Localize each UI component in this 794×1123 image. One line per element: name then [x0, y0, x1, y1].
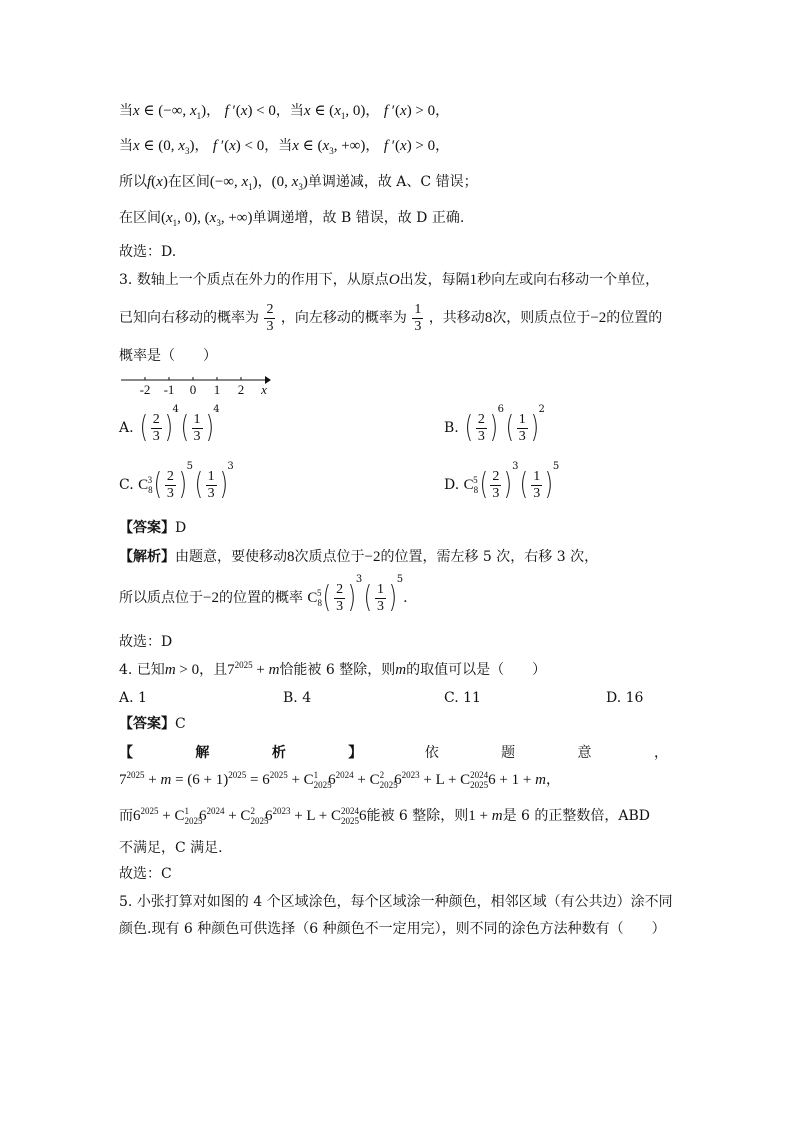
solution-line-4: 在区间($x_1$, 0), ($x_3$, +∞)单调递增，故 B 错误，故 D 正确.	[119, 210, 465, 228]
number: 1	[469, 272, 478, 288]
text: 出发，每隔	[399, 272, 470, 288]
question-number: 3.	[119, 272, 133, 288]
text: ，	[194, 138, 209, 154]
text: 当	[119, 138, 133, 154]
text: ，	[435, 103, 450, 119]
q4-choose: 故选：C	[119, 866, 172, 882]
q4-line-1: 4. 已知m > 0，且$7^{2025} + m$恰能被 6 整除，则m的取值可以是（ ）	[119, 660, 547, 678]
char: 解	[195, 745, 210, 761]
q4-option-c[interactable]: C. 11	[444, 690, 481, 706]
text: 所以质点位于	[119, 590, 203, 606]
text: 数轴上一个质点在外力的作用下，从原点	[136, 272, 389, 288]
text: 秒向左或向右移动一个单位，	[477, 272, 660, 288]
answer-value: D	[175, 520, 187, 536]
fraction-two-thirds: $\frac{2}{3}$	[266, 301, 274, 334]
text: 已知	[136, 662, 165, 678]
text: 小张打算对如图的 4 个区域涂色，每个区域涂一种颜色，相邻区域（有公共边）涂不同	[136, 894, 673, 910]
text: 恰能被 6 整除，则	[279, 662, 396, 678]
solution-line-3: 所以f(x)在区间(−∞, $x_1$)，(0, $x_3$)单调递减，故 A、C 错误；	[119, 174, 478, 192]
answer-tag: 【答案】	[119, 716, 175, 732]
q4-option-d[interactable]: D. 16	[606, 690, 644, 706]
q3-answer	[119, 518, 186, 538]
text: ，当	[275, 103, 304, 119]
option-d[interactable]: D. $C_8^5$( $\frac{2}{3}$ )3( $\frac{1}{3}$ )5	[444, 461, 560, 502]
tick-label: 0	[189, 382, 197, 397]
text: ，且	[199, 662, 228, 678]
text: ，向左移动的概率为	[280, 310, 407, 326]
number: −2	[590, 310, 607, 326]
q3-analysis-2: 所以质点位于−2的位置的概率 $C_8^5$( $\frac{2}{3}$ )3( $\frac{1}{3}$ )5.	[119, 574, 408, 615]
text: 单调递增，故 B 错误，故 D 正确.	[252, 210, 465, 226]
option-a[interactable]: A. ( $\frac{2}{3}$ )4( $\frac{1}{3}$ )4	[119, 404, 220, 445]
text: ，共移动	[428, 310, 485, 326]
number-line-figure	[119, 372, 279, 398]
char: 依	[424, 745, 439, 761]
text: 在区间	[119, 210, 161, 226]
text: 的位置，需左移 5 次，右移 3 次，	[380, 549, 599, 565]
bracket: 】	[348, 745, 363, 761]
text: ，	[435, 138, 450, 154]
q4-option-b[interactable]: B. 4	[283, 690, 312, 706]
option-b[interactable]: B. ( $\frac{2}{3}$ )6( $\frac{1}{3}$ )2	[444, 404, 545, 445]
text: ，	[365, 103, 380, 119]
char: 题	[501, 745, 516, 761]
bracket: 【	[119, 745, 133, 761]
text: 在区间	[167, 174, 210, 190]
solution-line-1: 当x ∈ (−∞, $x_1$)， f ′(x) < 0，当x ∈ ($x_1$, 0)， f ′(x) > 0，	[119, 103, 450, 121]
tick-label: 2	[237, 382, 245, 397]
option-c[interactable]: C. $C_8^3$( $\frac{2}{3}$ )5( $\frac{1}{3}$ )3	[119, 461, 234, 502]
text: 的取值可以是（ ）	[406, 662, 547, 678]
solution-line-2: 当x ∈ (0, $x_3$)， f ′(x) < 0，当x ∈ ($x_3$, +∞)， f ′(x) > 0，	[119, 138, 450, 156]
question-number: 4.	[119, 662, 133, 678]
answer-tag: 【答案】	[119, 520, 175, 536]
text: 当	[119, 103, 133, 119]
q4-expansion: $7^{2025} + m = (6 + 1)^{2025} = 6^{2025} + C_{2025}^1$ $6^{2024} + C_{2025}^2$ $6^{2023} + L + C_{2025}^{2024}6 + 1 + m$，	[119, 770, 560, 790]
option-label: B.	[444, 420, 459, 436]
q3-analysis-1: 【解析】由题意，要使移动8次质点位于−2的位置，需左移 5 次，右移 3 次，	[119, 549, 599, 565]
answer-value: C	[175, 716, 186, 732]
choose-line: 故选：D.	[119, 244, 177, 260]
option-label: D.	[444, 477, 460, 493]
fraction-one-third: $\frac{1}{3}$	[414, 301, 422, 334]
text: 次质点位于	[294, 549, 365, 565]
q5-line-2: 颜色.现有 6 种颜色可供选择（6 种颜色不一定用完），则不同的涂色方法种数有（ ）	[119, 921, 666, 937]
option-label: A.	[119, 420, 134, 436]
text: 单调递减，故 A、C 错误；	[307, 174, 478, 190]
q3-choose: 故选：D	[119, 634, 173, 650]
text: 已知向右移动的概率为	[119, 310, 259, 326]
text: 所以	[119, 174, 147, 190]
analysis-tag: 【解析】	[119, 549, 175, 565]
tick-label: -1	[163, 382, 175, 397]
number: 8	[484, 310, 493, 326]
text: 的位置的概率	[218, 590, 303, 606]
char: ，	[653, 745, 668, 761]
char: 析	[271, 745, 286, 761]
text: 是 6 的正整数倍，ABD	[502, 808, 651, 824]
text: ，	[206, 103, 221, 119]
text: 的位置的	[606, 310, 663, 326]
q4-option-a[interactable]: A. 1	[119, 690, 147, 706]
q4-analysis-3: 不满足，C 满足.	[119, 840, 223, 856]
text: 由题意，要使移动	[175, 549, 287, 565]
origin-symbol: O	[388, 272, 400, 288]
q4-analysis-2: 而$6^{2025} + C_{2025}^1$ $6^{2024} + C_{2025}^2$ $6^{2023} + L + C_{2025}^{2024}6$能被 6 整除，则1 + m是 6 的正整数倍，ABD	[119, 806, 651, 826]
axis-variable: x	[261, 382, 267, 397]
text: 次，则质点位于	[492, 310, 591, 326]
text: 而	[119, 808, 133, 824]
text: ，	[257, 174, 272, 190]
q3-line-2	[119, 298, 662, 338]
tick-label: -2	[139, 382, 151, 397]
text: ，当	[264, 138, 293, 154]
option-label: C.	[119, 477, 134, 493]
q3-line-3: 概率是（ ）	[119, 348, 217, 364]
tick-label: 1	[213, 382, 221, 397]
q5-line-1	[119, 892, 673, 912]
text: 能被 6 整除，则	[366, 808, 469, 824]
q4-analysis-heading	[119, 742, 668, 762]
text: ，	[365, 138, 380, 154]
question-number: 5.	[119, 894, 133, 910]
q3-line-1	[119, 270, 659, 290]
char: 意	[577, 745, 592, 761]
q4-answer	[119, 714, 186, 734]
